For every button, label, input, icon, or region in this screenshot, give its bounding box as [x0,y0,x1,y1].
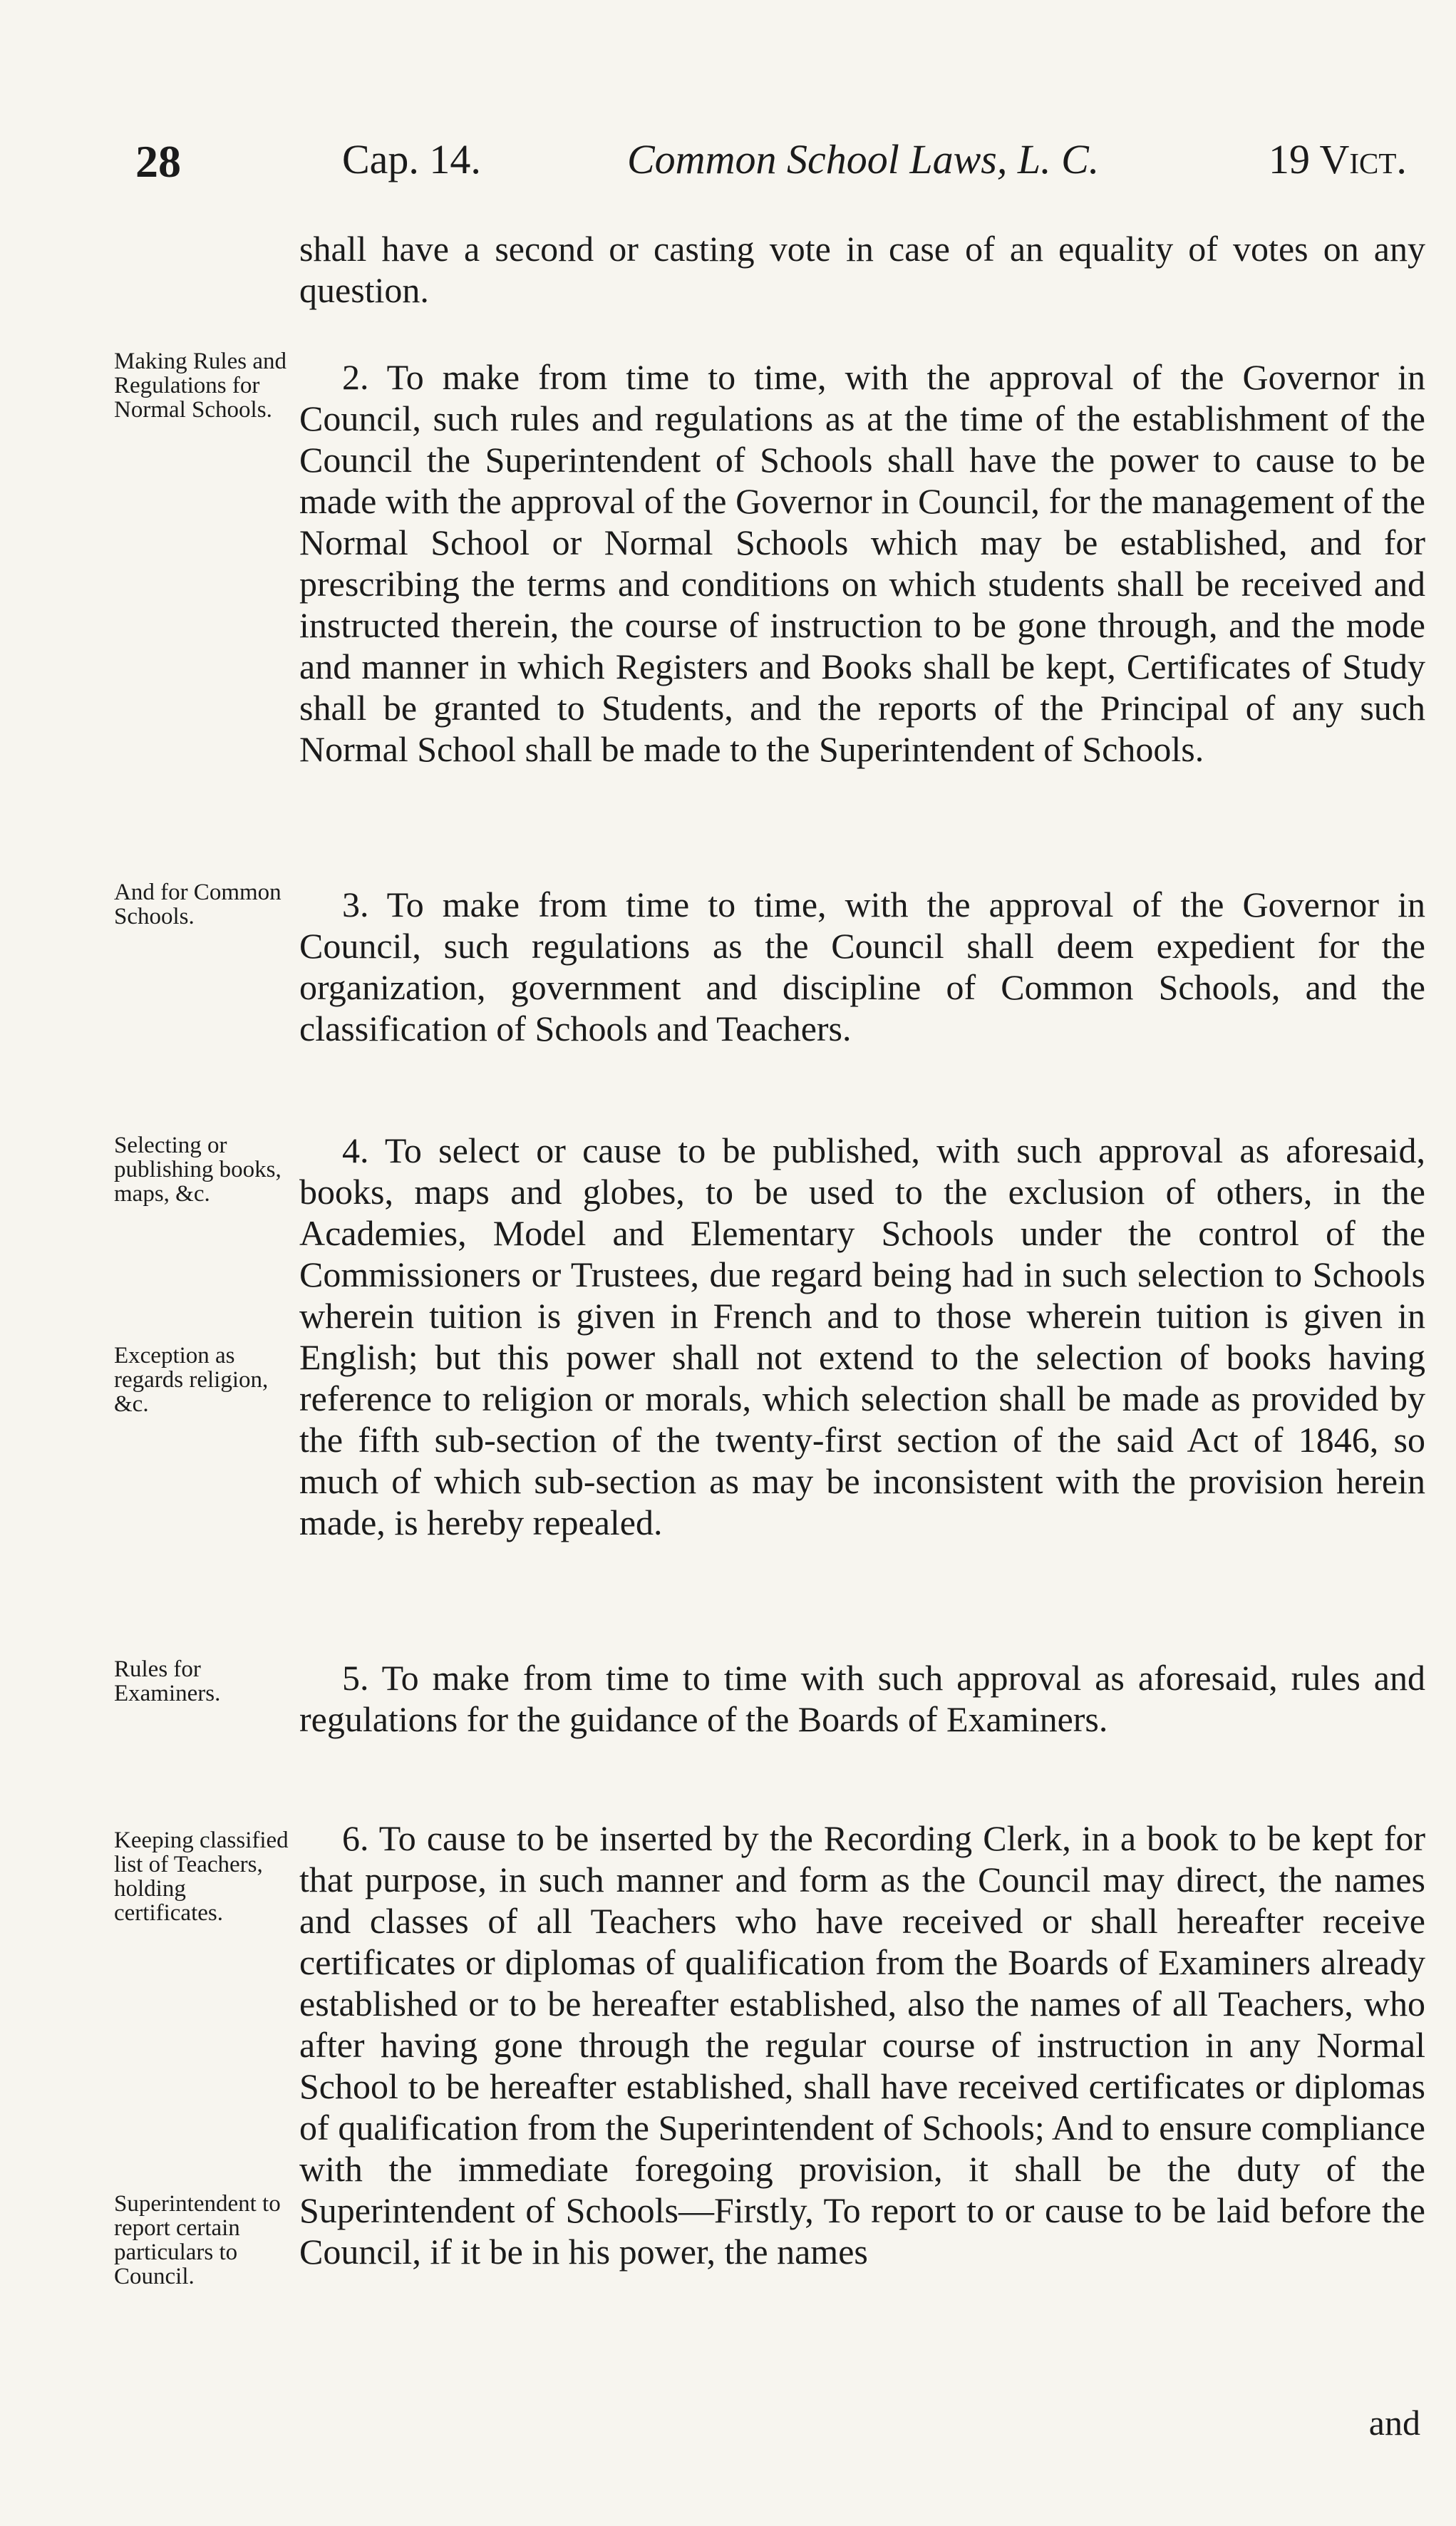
margin-note-normal-schools: Making Rules and Regulations for Normal Schools. [114,349,286,423]
running-title: Common School Laws, L. C. [627,136,1100,182]
page-number: 28 [135,136,181,187]
paragraph-4: 4. To select or cause to be published, with such approval as aforesaid, books, maps and globes, to be used to the exclusion of others, in the Academies, Model and Elementary Schools under the control of the Commissioners or Trustees, due regard being had in such selection to Schools wherein tuition is given in French and to those wherein tuition is given in English; but this power shall not extend to the selection of books having reference to religion or morals, which selection shall be made as provided by the fifth sub-section of the twenty-first section of the said Act of 1846, so much of which sub-section as may be inconsistent with the provision herein made, is hereby repealed. [299,1130,1425,1542]
margin-note-superintendent-report: Superintendent to report certain particulars to Council. [114,2191,281,2289]
margin-note-teachers-list: Keeping classified list of Teachers, holding certificates. [114,1828,289,1926]
margin-note-religion-exception: Exception as regards religion, &c. [114,1343,269,1417]
paragraph-2: 2. To make from time to time, with the approval of the Governor in Council, such rules and regulations as at the time of the establishment of the Council the Superintendent of Schools shall have the power to cause to be made with the approval of the Governor in Council, for the management of the Normal School or Normal Schools which may be established, and for prescribing the terms and conditions on which students shall be received and instructed therein, the course of instruction to be gone through, and the mode and manner in which Registers and Books shall be kept, Certificates of Study shall be granted to Students, and the reports of the Principal of any such Normal School shall be made to the Superintendent of Schools. [299,357,1425,769]
paragraph-3: 3. To make from time to time, with the approval of the Governor in Council, such regulations as the Council shall deem expedient for the organization, government and discipline of Common Schools, and the classification of Schools and Teachers. [299,885,1425,1048]
margin-note-common-schools: And for Common Schools. [114,880,282,929]
margin-note-examiners: Rules for Examiners. [114,1656,221,1706]
paragraph-5: 5. To make from time to time with such approval as aforesaid, rules and regulations for the guidance of the Boards of Examiners. [299,1658,1425,1739]
running-head [128,135,1432,200]
regnal-year: 19 Vict. [1269,136,1407,182]
margin-note-books-maps: Selecting or publishing books, maps, &c. [114,1133,282,1207]
paragraph-6: 6. To cause to be inserted by the Recording Clerk, in a book to be kept for that purpose, in such manner and form as the Council may direct, the names and classes of all Teachers who have received or shall hereafter receive certificates or diplomas of qualification from the Boards of Examiners already established or to be hereafter established, also the names of all Teachers, who after having gone through the regular course of instruction in any Normal School to be hereafter established, shall have received certificates or diplomas of qualification from the Superintendent of Schools; And to ensure compliance with the immediate foregoing provision, it shall be the duty of the Superintendent of Schools—Firstly, To report to or cause to be laid before the Council, if it be in his power, the names [299,1818,1425,2272]
catchword: and [1368,2403,1420,2443]
paragraph-continuation: shall have a second or casting vote in case of an equality of votes on any question. [299,229,1425,310]
chapter-label: Cap. 14. [342,136,481,182]
